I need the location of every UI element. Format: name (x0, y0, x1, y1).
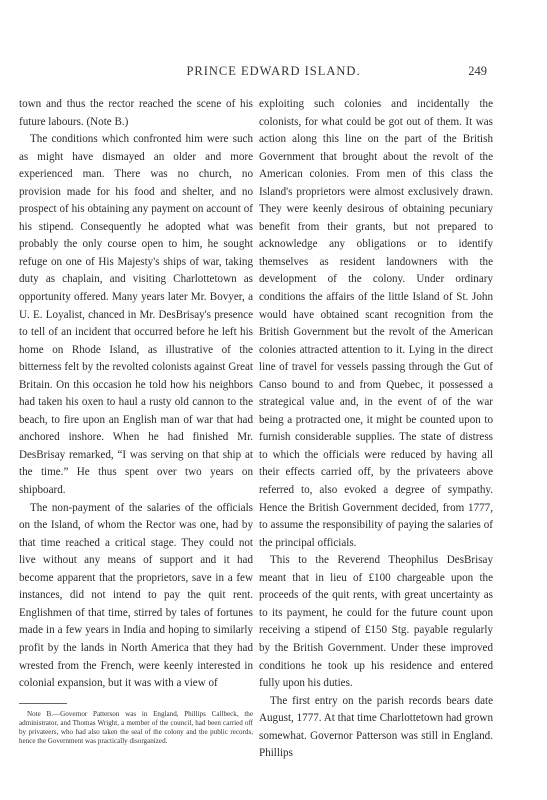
page-number: 249 (468, 64, 487, 78)
right-paragraph-3: The first entry on the parish records bears date August, 1777. At that time Charlottetown had grown somewhat. Governor Patterson was still in England. Phillips (259, 694, 493, 760)
footnote-divider (19, 703, 67, 704)
page-header (0, 64, 547, 82)
left-column (19, 96, 253, 746)
left-paragraph-3: The non-payment of the salaries of the officials on the Island, of whom the Rector was one, had by that time reached a critical stage. They could not live without any means of support and it had become apparent that the proprietors, save in a few instances, did not intend to pay the quit rent. Englishmen of that time, stirred by tales of fortunes made in a few years in India and hoping to similarly profit by the lands in North America that they had wrested from the French, were keenly interested in colonial expansion, but it was with a view of (19, 501, 253, 690)
left-paragraph-1: town and thus the rector reached the scene of his future labours. (Note B.) (19, 98, 253, 128)
running-head: PRINCE EDWARD ISLAND. (186, 64, 361, 78)
right-paragraph-1: exploiting such colonies and incidentally the colonists, for what could be got out of them. It was action along this line on the part of the British Government that brought about the revolt of the American colonies. From men of this class the Island's proprietors were almost exclusively drawn. They were keenly desirous of obtaining pecuniary benefit from their grants, but not prepared to acknowledge any obligations or to identify themselves as resident landowners with the development of the colony. Under ordinary conditions the affairs of the little Island of St. John would have obtained scant recognition from the British Government but the revolt of the American colonies attracted attention to it. Lying in the direct line of travel for vessels passing through the Gut of Canso bound to and from Quebec, it possessed a strategical value and, in the event of of the war being a protracted one, it might be counted upon to furnish considerable supplies. The state of distress to which the officials were reduced by having all their effects carried off, by the privateers above referred to, also evoked a degree of sympathy. Hence the British Government decided, from 1777, to assume the responsibility of paying the salaries of the principal officials. (259, 98, 493, 549)
right-column (259, 96, 493, 763)
right-paragraph-2: This to the Reverend Theophilus DesBrisay meant that in lieu of £100 chargeable upon the proceeds of the quit rents, with great uncertainty as to its payment, he could for the future count upon receiving a stipend of £150 Stg. payable regularly by the British Government. Under these improved conditions he took up his residence and entered fully upon his duties. (259, 554, 493, 690)
left-paragraph-2: The conditions which confronted him were such as might have dismayed an older and more experienced man. There was no church, no provision made for his food and shelter, and no prospect of his obtaining any payment on account of his stipend. Consequently he adopted what was probably the only course open to him, he sought refuge on one of His Majesty's ships of war, taking duty as chaplain, and visiting Charlottetown as opportunity offered. Many years later Mr. Bovyer, a U. E. Loyalist, chanced in Mr. DesBrisay's presence to tell of an incident that occurred before he left his home on Rhode Island, as illustrative of the bitterness felt by the revolted colonists against Great Britain. On this occasion he told how his neighbors had taken his oxen to haul a rusty old cannon to the beach, to fire upon an English man of war that had anchored inshore. When he had finished Mr. DesBrisay remarked, “I was serving on that ship at the time.” He thus spent over two years on shipboard. (19, 133, 253, 497)
footnote-note-b: Note B.—Governor Patterson was in England, Phillips Callbeck, the administrator, and Thomas Wright, a member of the council, had been carried off by privateers, who had also taken the seal of the colony and the public records, hence the Government was practically disorganized. (19, 709, 253, 746)
